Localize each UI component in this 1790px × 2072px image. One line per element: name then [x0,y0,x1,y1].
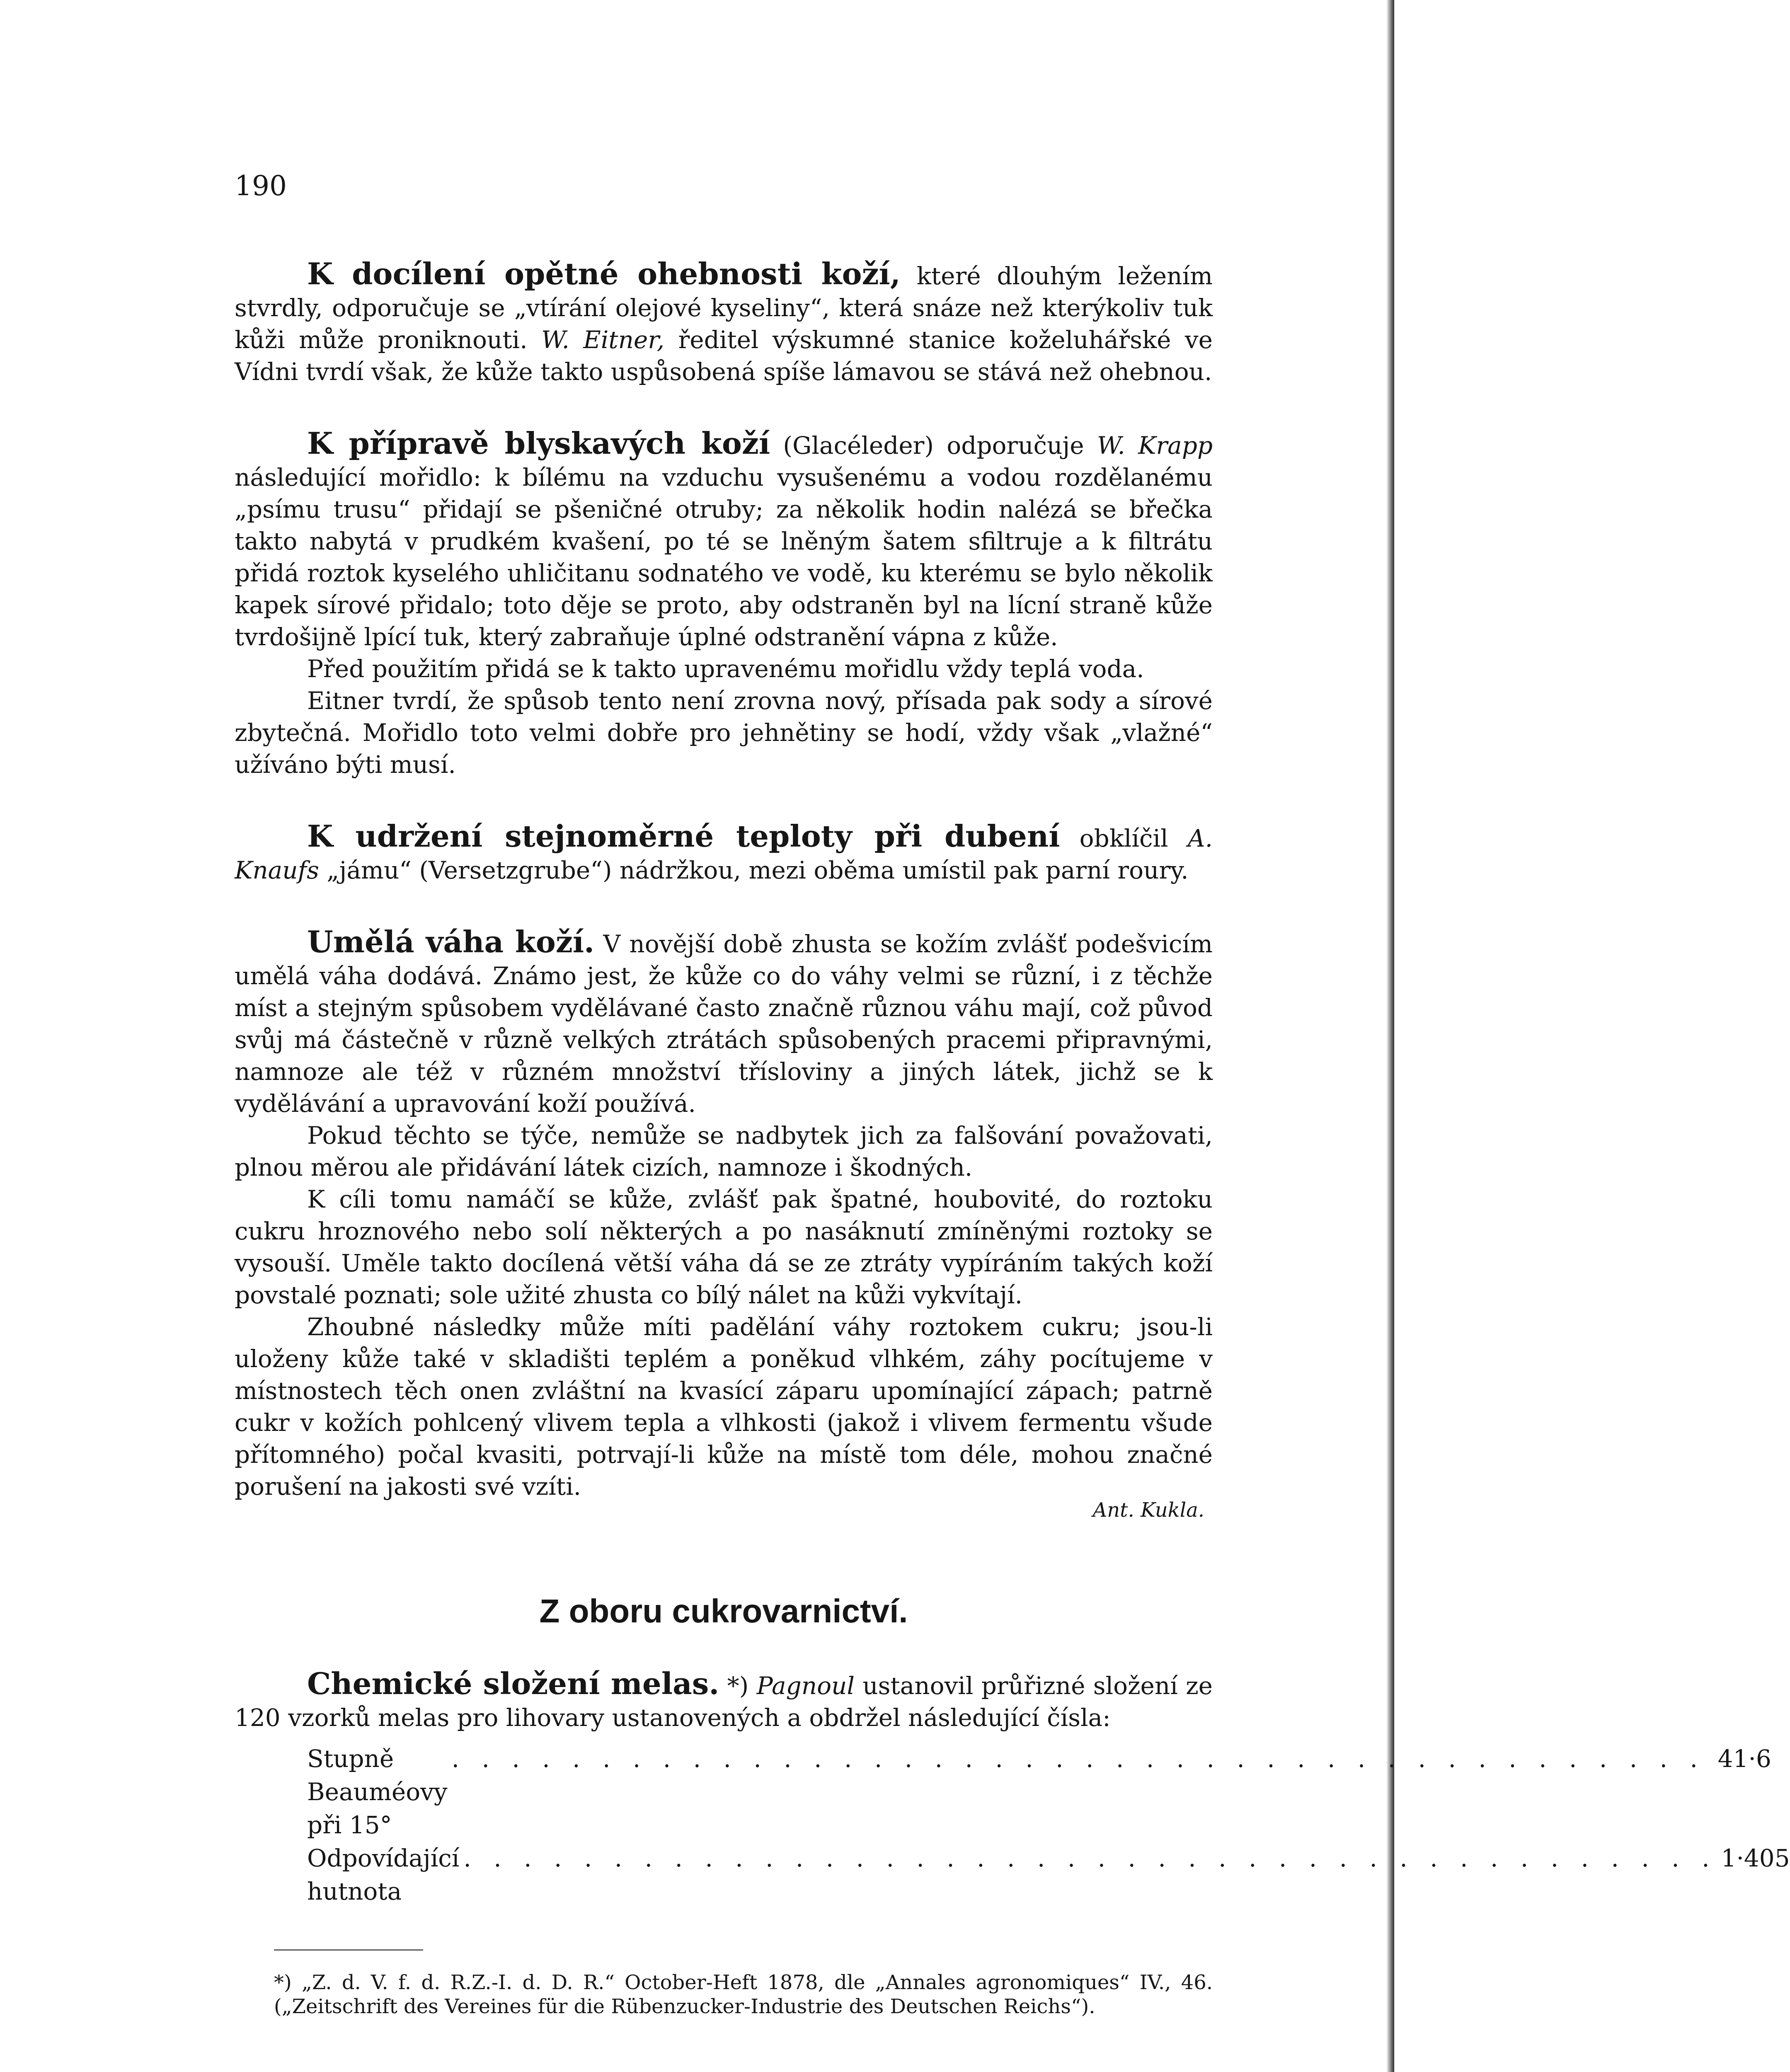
data-row [307,1742,1771,1842]
article-heading: Umělá váha koží. [307,924,595,959]
page-number: 190 [235,170,287,202]
footnote-marker: *) [719,1672,749,1700]
paragraph: Eitner tvrdí, že spůsob tento není zrovna nový, přísada pak sody a sírové zbytečná. Mořidlo toto velmi dobře pro jehnětiny se hodí, vždy však „vlažné“ užíváno býti musí. [235,687,1213,779]
footnote-divider [274,1949,423,1951]
author-name: W. Krapp [1097,431,1213,460]
article-heading: K docílení opětné ohebnosti koží, [307,256,901,291]
row-label: Stupně Beauméovy při 15° [307,1745,448,1839]
data-row [307,1842,1790,1908]
article-leather-flexibility: K docílení opětné ohebnosti koží, které dlouhým ležením stvrdly, odporučuje se „vtírání olejové kyseliny“, která snáze než kterýkoliv tuk kůži může proniknouti. W. Eitner, ředitel výskumné stanice koželuhářské ve Vídni tvrdí však, že kůže takto uspůsobená spíše lámavou se stává než ohebnou. [235,256,1213,386]
article-heading: K přípravě blyskavých koží [307,426,770,461]
dot-leader: . . . . . . . . . . . . . . . . . . . . . . . . . . . . . . . . . . . . . . . . . . [463,1844,1717,1872]
signature: Ant. Kukla. [1092,1498,1204,1522]
row-value: 41·6 [1717,1745,1771,1773]
book-page [235,170,1790,2038]
footnote: *) „Z. d. V. f. d. R.Z.-I. d. D. R.“ October-Heft 1878, dle „Annales agronomiques“ IV., 46. („Zeitschrift des Vereines für die Rübenzucker-Industrie des Deutschen Reichs“). [274,1971,1213,2018]
paragraph: Před použitím přidá se k takto upravenému mořidlu vždy teplá voda. [307,655,1144,683]
article-heading: K udržení stejnoměrné teploty při dubení [307,818,1060,854]
author-name: W. Eitner, [541,326,665,354]
article-artificial-weight: Umělá váha koží. V novější době zhusta se kožím zvlášť podešvicím umělá váha dodává. Známo jest, že kůže co do váhy velmi se různí, i z těchže míst a stejným spůsobem vydělávané často značně různou váhu mají, což původ svůj má částečně v různě velkých ztrátách spůsobených pracemi připravnými, namnoze ale též v různém množství třísloviny a jiných látek, jichž se k vydělávání a upravování koží používá. Pokud těchto se týče, nemůže se nadbytek jich za falšování považovati, plnou měrou ale přidávání látek cizích, namnoze i škodných. K cíli tomu namáčí se kůže, zvlášť pak špatné, houbovité, do roztoku cukru hroznového nebo solí některých a po nasáknutí zmíněnými roztoky se vysouší. Uměle takto docílená větší váha dá se ze ztráty vypíráním takých koží povstalé poznati; sole užité zhusta co bílý nálet na kůži vykvítají. Zhoubné následky může míti padělání váhy roztokem cukru; jsou-li uloženy kůže také v skladišti teplém a poněkud vlhkém, záhy pocítujeme v místnostech těch onen zvláštní na kvasící záparu upomínající zápach; patrně cukr v kožích pohlcený vlivem tepla a vlhkosti (jakož i vlivem fermentu všude přítomného) počal kvasiti, potrvají-li kůže na místě tom déle, mohou značné porušení na jakosti své vzíti. Ant. Kukla. [235,924,1213,1522]
paragraph: Pokud těchto se týče, nemůže se nadbytek jich za falšování považovati, plnou měrou ale přidávání látek cizích, namnoze i škodných. [235,1121,1213,1181]
row-label: Odpovídající hutnota [307,1844,460,1905]
paragraph: K cíli tomu namáčí se kůže, zvlášť pak špatné, houbovité, do roztoku cukru hroznového nebo solí některých a po nasáknutí zmíněnými roztoky se vysouší. Uměle takto docílená větší váha dá se ze ztráty vypíráním takých koží povstalé poznati; sole užité zhusta co bílý nálet na kůži vykvítají. [235,1185,1213,1309]
article-heading: Chemické složení melas. [307,1666,719,1701]
dot-leader: . . . . . . . . . . . . . . . . . . . . . . . . . . . . . . . . . . . . . . . . . . [451,1745,1705,1773]
author-name: Pagnoul [756,1672,855,1700]
article-glace-leather: K přípravě blyskavých koží (Glacéleder) odporučuje W. Krapp následující mořidlo: k bílému na vzduchu vysušenému a vodou rozdělanému „psímu trusu“ přidají se pšeničné otruby; za několik hodin nalézá se břečka takto nabytá v prudkém kvašení, po té se lněným šatem sfiltruje a k filtrátu přidá roztok kyselého uhličitanu sodnatého ve vodě, ku kterému se bylo několik kapek sírové přidalo; toto děje se proto, aby odstraněn byl na lícní straně kůže tvrdošijně lpící tuk, který zabraňuje úplné odstranění vápna z kůže. Před použitím přidá se k takto upravenému mořidlu vždy teplá voda. Eitner tvrdí, že spůsob tento není zrovna nový, přísada pak sody a sírové zbytečná. Mořidlo toto velmi dobře pro jehnětiny se hodí, vždy však „vlažné“ užíváno býti musí. [235,427,1213,781]
article-molasses-composition: Chemické složení melas. *) Pagnoul ustanovil průřizné složení ze 120 vzorků melas pro lihovary ustanovených a obdržel následující čísla: Stupně Beauméovy při 15° . . . . . . . . . . . . . . . . . . . . . . . . . . . . . . . . . . . . . . . . . . 41·6 Odpovídající hutnota . . . . . . . . . . . . . . . . . . . . . . . . . . . . . . . . . . . . . . . . . . 1·405 [235,1668,1213,1908]
row-value: 1·405 [1721,1844,1790,1872]
article-tanning-temperature: K udržení stejnoměrné teploty při dubení obklíčil A. Knaufs „jámu“ (Versetzgrube“) nádržkou, mezi oběma umístil pak parní roury. [235,818,1213,884]
section-title: Z oboru cukrovarnictví. [539,1593,908,1629]
author-name: A. Knaufs [235,824,1213,884]
paragraph: Zhoubné následky může míti padělání váhy roztokem cukru; jsou-li uloženy kůže také v skladišti teplém a poněkud vlhkém, záhy pocítujeme v místnostech těch onen zvláštní na kvasící záparu upomínající zápach; patrně cukr v kožích pohlcený vlivem tepla a vlhkosti (jakož i vlivem fermentu všude přítomného) počal kvasiti, potrvají-li kůže na místě tom déle, mohou značné porušení na jakosti své vzíti. [235,1313,1213,1501]
